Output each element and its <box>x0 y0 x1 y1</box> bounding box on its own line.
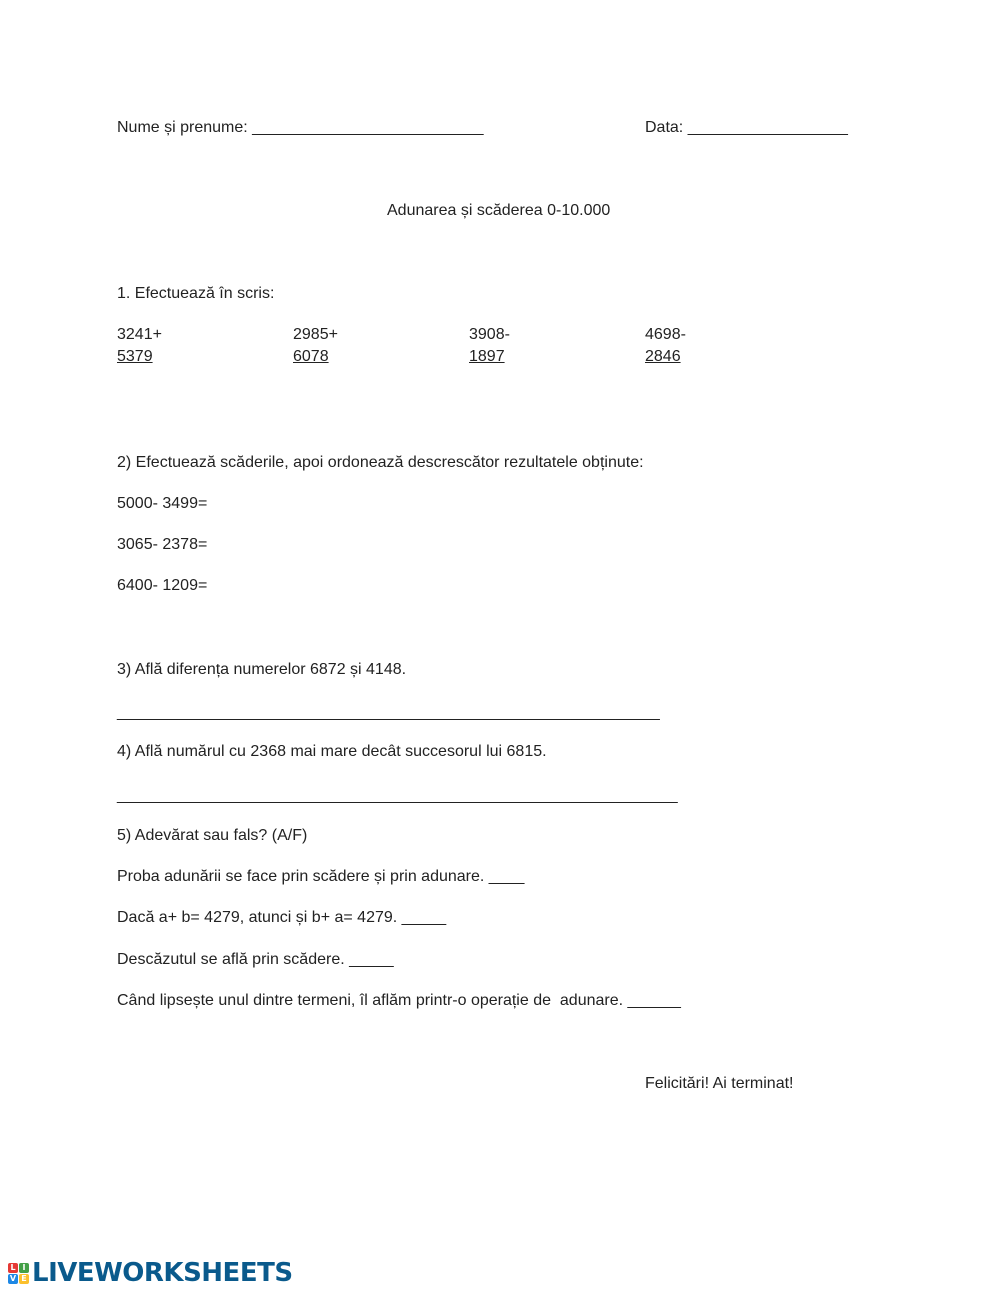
q2-item: 6400- 1209= <box>117 577 208 594</box>
q3-prompt: 3) Află diferența numerelor 6872 și 4148. <box>117 661 407 678</box>
q5-statement: Proba adunării se face prin scădere și prin adunare. ____ <box>117 868 525 885</box>
q4-answer-line: _______________________________________________________________ <box>117 787 678 804</box>
logo-mark-cell: I <box>19 1263 29 1273</box>
q1-op2-top: 2985+ <box>293 326 338 343</box>
q1-op1-top: 3241+ <box>117 326 162 343</box>
q1-op3-top: 3908- <box>469 326 510 343</box>
q1-op4-bottom: 2846 <box>645 348 681 365</box>
q5-statement: Descăzutul se află prin scădere. _____ <box>117 951 394 968</box>
q2-item: 5000- 3499= <box>117 495 208 512</box>
page-title: Adunarea și scăderea 0-10.000 <box>387 202 611 219</box>
logo-mark-cell: V <box>9 1273 17 1283</box>
logo-mark-icon <box>8 1263 29 1284</box>
logo-text: LIVEWORKSHEETS <box>32 1258 293 1288</box>
q1-op3-bottom: 1897 <box>469 348 505 365</box>
q1-op2-bottom: 6078 <box>293 348 329 365</box>
q5-prompt: 5) Adevărat sau fals? (A/F) <box>117 827 308 844</box>
q1-prompt: 1. Efectuează în scris: <box>117 285 275 302</box>
q3-answer-line: _____________________________________________________________ <box>117 704 660 721</box>
closing-message: Felicitări! Ai terminat! <box>645 1075 794 1092</box>
q1-op4-top: 4698- <box>645 326 686 343</box>
q1-op1-bottom: 5379 <box>117 348 153 365</box>
q2-item: 3065- 2378= <box>117 536 208 553</box>
logo-mark-cell: L <box>8 1263 18 1273</box>
liveworksheets-logo <box>8 1259 293 1287</box>
logo-mark-cell: E <box>19 1274 29 1284</box>
date-field-label: Data: __________________ <box>645 119 848 136</box>
q5-statement: Când lipsește unul dintre termeni, îl aflăm printr-o operație de adunare. ______ <box>117 992 681 1009</box>
q4-prompt: 4) Află numărul cu 2368 mai mare decât succesorul lui 6815. <box>117 743 547 760</box>
q2-prompt: 2) Efectuează scăderile, apoi ordonează descrescător rezultatele obținute: <box>117 454 644 471</box>
q5-statement: Dacă a+ b= 4279, atunci și b+ a= 4279. _____ <box>117 909 447 926</box>
name-field-label: Nume și prenume: __________________________ <box>117 119 484 136</box>
